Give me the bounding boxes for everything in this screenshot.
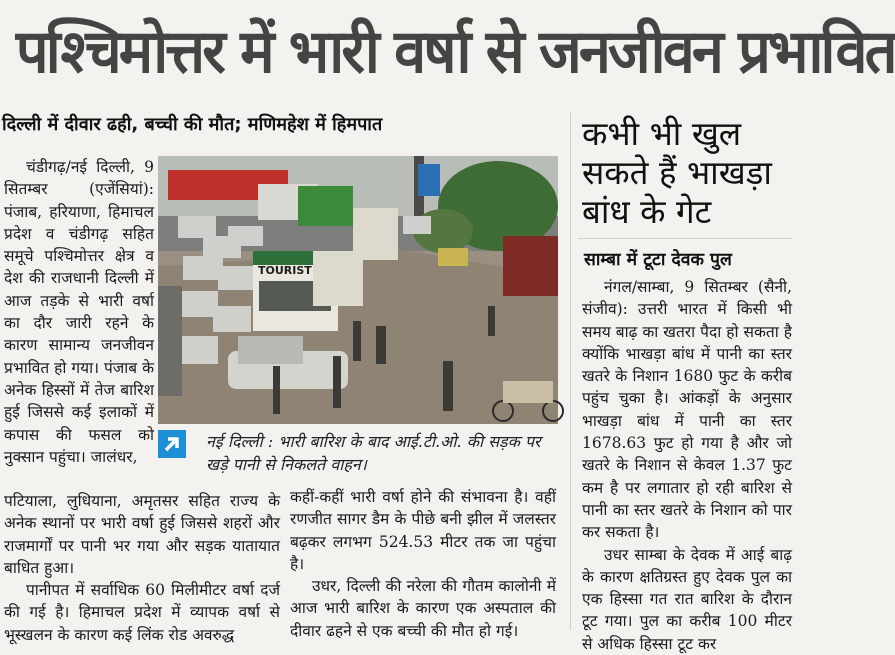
sub-headline: दिल्ली में दीवार ढही, बच्ची की मौत; मणिमहेश में हिमपात — [2, 114, 383, 135]
left-column-top — [4, 156, 154, 468]
bus-sign: TOURIST — [258, 264, 312, 277]
right-rule — [578, 238, 792, 239]
right-column — [582, 276, 792, 655]
left-column-bottom — [4, 490, 280, 646]
arrow-icon — [158, 430, 186, 458]
right-headline: कभी भी खुल सकते हैं भाखड़ा बांध के गेट — [582, 114, 772, 231]
right-para-2: उधर साम्बा के देवक में आई बाढ़ के कारण क्षतिग्रस्त हुए देवक पुल का एक हिस्सा गत रात बारिश के दौरान टूट गया। पुल का करीब 100 मीटर से अधिक हिस्सा टूट कर — [582, 545, 792, 653]
left-para-2: पानीपत में सर्वाधिक 60 मिलीमीटर वर्षा दर्ज की गई है। हिमाचल प्रदेश में व्यापक वर्षा से भूस्खलन के कारण कई लिंक रोड अवरुद्ध — [4, 581, 280, 644]
right-para-1: नंगल/साम्बा, 9 सितम्बर (सैनी, संजीव): उत्तरी भारत में किसी भी समय बाढ़ का खतरा पैदा हो सकता है क्योंकि भाखड़ा बांध में पानी का स्तर खतरे के निशान 1680 फुट के करीब पहुंच चुका है। आंकड़ों के अनुसार भाखड़ा बांध में पानी का स्तर 1678.63 फुट हो गया है और जो खतरे के निशान से केवल 1.37 फुट कम है पर लगातार हो रही बारिश से पानी का स्तर खतरे के निशान को पार कर सकता है। — [582, 278, 792, 542]
left-para-1: चंडीगढ़/नई दिल्ली, 9 सितम्बर (एजेंसियां): पंजाब, हरियाणा, हिमाचल प्रदेश व चंडीगढ़ सहित समूचे पश्चिमोत्तर क्षेत्र व देश की राजधानी दिल्ली में आज तड़के से भारी वर्षा का दौर जारी रहने के कारण सामान्य जनजीवन प्रभावित हो गया। पंजाब के अनेक हिस्सों में तेज बारिश हुई जिससे कई इलाकों में कपास की फसल को नुक्सान पहुंचा। जालंधर, — [4, 158, 154, 466]
middle-column — [290, 486, 556, 642]
left-para-1-cont: पटियाला, लुधियाना, अमृतसर सहित राज्य के अनेक स्थानों पर भारी वर्षा हुई जिससे शहरों और राजमार्गों पर पानी भर गया और सड़क यातायात बाधित हुआ। — [4, 492, 280, 577]
column-divider — [570, 112, 571, 630]
mid-para-2: उधर, दिल्ली की नरेला की गौतम कालोनी में आज भारी बारिश के कारण एक अस्पताल की दीवार ढहने से एक बच्ची की मौत हो गई। — [290, 577, 556, 640]
news-photo — [158, 156, 558, 424]
main-headline: पश्चिमोत्तर में भारी वर्षा से जनजीवन प्रभावित — [15, 17, 895, 87]
photo-caption: नई दिल्ली : भारी बारिश के बाद आई.टी.ओ. की सड़क पर खड़े पानी से निकलते वाहन। — [206, 432, 541, 474]
mid-para-1: कहीं-कहीं भारी वर्षा होने की संभावना है। वहीं रणजीत सागर डैम के पीछे बनी झील में जलस्तर बढ़कर लगभग 524.53 मीटर तक जा पहुंचा है। — [290, 488, 556, 573]
right-subhead: साम्बा में टूटा देवक पुल — [584, 250, 732, 270]
